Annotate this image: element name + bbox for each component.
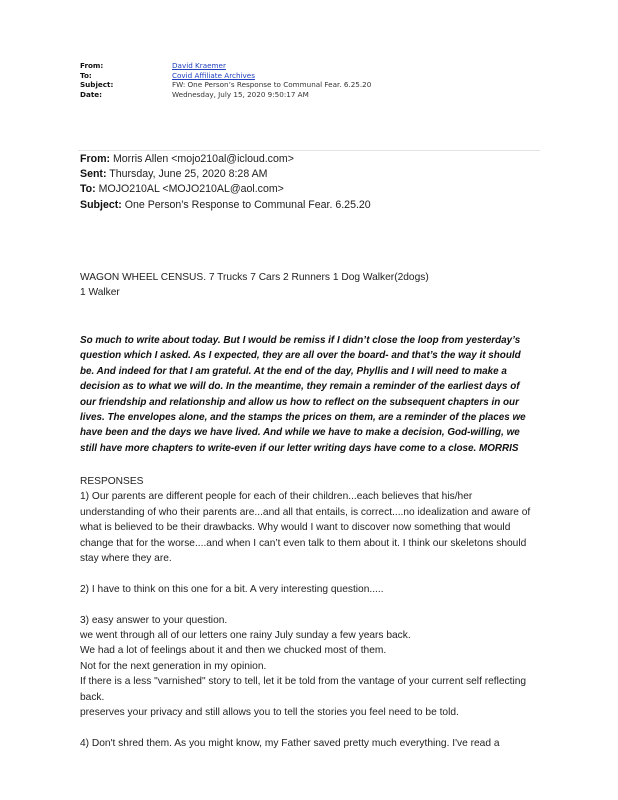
paragraph-gap (80, 566, 550, 581)
orig-sent-label: Sent: (80, 168, 107, 181)
orig-from-value: Morris Allen <mojo210al@icloud.com> (110, 153, 294, 165)
response-3 (80, 613, 550, 721)
fw-subject-label: Subject: (80, 80, 114, 90)
fw-to-link[interactable]: Covid Affiliate Archives (172, 70, 255, 80)
response-line: preserves your privacy and still allows you to tell the stories you feel need to be told. (80, 707, 459, 719)
note-line: lives. The envelopes alone, and the stamps the prices on them, are a reminder of the places we (80, 412, 526, 424)
orig-subject-row (80, 198, 371, 213)
response-line: 4) Don't shred them. As you might know, my Father saved pretty much everything. I've read a (80, 737, 500, 749)
orig-subject-label: Subject: (80, 198, 122, 211)
note-line: decision as to what we will do. In the meantime, they remain a reminder of the earliest days of (80, 381, 520, 393)
orig-subject-value: One Person’s Response to Communal Fear. 6.25.20 (121, 198, 371, 211)
census-line: WAGON WHEEL CENSUS. 7 Trucks 7 Cars 2 Runners 1 Dog Walker(2dogs) (80, 272, 429, 283)
response-line: we went through all of our letters one rainy July sunday a few years back. (80, 630, 411, 642)
fw-date-row (80, 90, 371, 100)
paragraph-gap (80, 720, 550, 735)
response-line: 2) I have to think on this one for a bit. A very interesting question..... (80, 583, 384, 595)
note-line: still have more chapters to write-even if our letter writing days have come to a close. MORRIS (80, 442, 519, 454)
orig-from-label: From: (80, 153, 111, 165)
response-2 (80, 582, 550, 597)
response-4 (80, 736, 550, 751)
fw-subject-row (80, 80, 371, 90)
response-line: 3) easy answer to your question. (80, 614, 228, 626)
paragraph-gap (80, 597, 550, 612)
response-line: what is believed to be their drawbacks. Why would I want to discover now something that would (80, 522, 511, 534)
fw-subject-value: FW: One Person’s Response to Communal Fear. 6.25.20 (172, 80, 372, 90)
orig-to-label: To: (80, 183, 96, 196)
fw-date-label: Date: (80, 89, 103, 99)
intro-note-paragraph (80, 333, 550, 456)
orig-sent-value: Thursday, June 25, 2020 8:28 AM (106, 168, 268, 181)
orig-sent-row (80, 167, 371, 182)
note-line: question which I asked. As I expected, they are all over the board- and that’s the way it should (80, 350, 521, 362)
census-paragraph (80, 270, 550, 301)
fw-to-label: To: (80, 70, 92, 80)
fw-from-link[interactable]: David Kraemer (172, 61, 226, 70)
response-line: We had a lot of feelings about it and then we chucked most of them. (80, 645, 387, 657)
note-line: our friendship and relationship and allow us how to reflect on the subsequent chapters in our (80, 396, 519, 408)
fw-from-row (80, 61, 371, 71)
original-email-header (80, 152, 371, 213)
census-line: 1 Walker (80, 287, 120, 299)
orig-from-row (80, 152, 371, 167)
response-line: 1) Our parents are different people for each of their children...each believes that his/her (80, 491, 473, 503)
note-line: So much to write about today. But I would be remiss if I didn’t close the loop from yesterday’s (80, 335, 521, 346)
fw-from-label: From: (80, 61, 104, 70)
response-line: stay where they are. (80, 553, 172, 565)
note-line: be. And indeed for that I am grateful. At the end of the day, Phyllis and I will need to make a (80, 365, 507, 377)
response-line: understanding of who their parents are...and all that entails, is correct....no idealization and aware of (80, 506, 531, 518)
response-line: Not for the next generation in my opinion. (80, 660, 267, 672)
fw-date-value: Wednesday, July 15, 2020 9:50:17 AM (172, 89, 309, 99)
fw-to-row (80, 71, 371, 81)
note-line: have been and the days we have lived. And while we have to make a decision, God-willing, we (80, 427, 520, 439)
responses-heading: RESPONSES (80, 476, 144, 487)
orig-to-row (80, 182, 371, 197)
orig-to-value: MOJO210AL <MOJO210AL@aol.com> (95, 183, 284, 196)
response-line: change that for the worse....and when I can’t even talk to them about it. I think our skeletons should (80, 537, 527, 549)
response-1 (80, 489, 550, 566)
responses-section (80, 474, 550, 751)
header-divider (78, 150, 540, 151)
forward-email-header (80, 61, 371, 99)
response-line: back. (80, 691, 105, 703)
response-line: If there is a less "varnished" story to tell, let it be told from the vantage of your current self reflecting (80, 676, 527, 688)
